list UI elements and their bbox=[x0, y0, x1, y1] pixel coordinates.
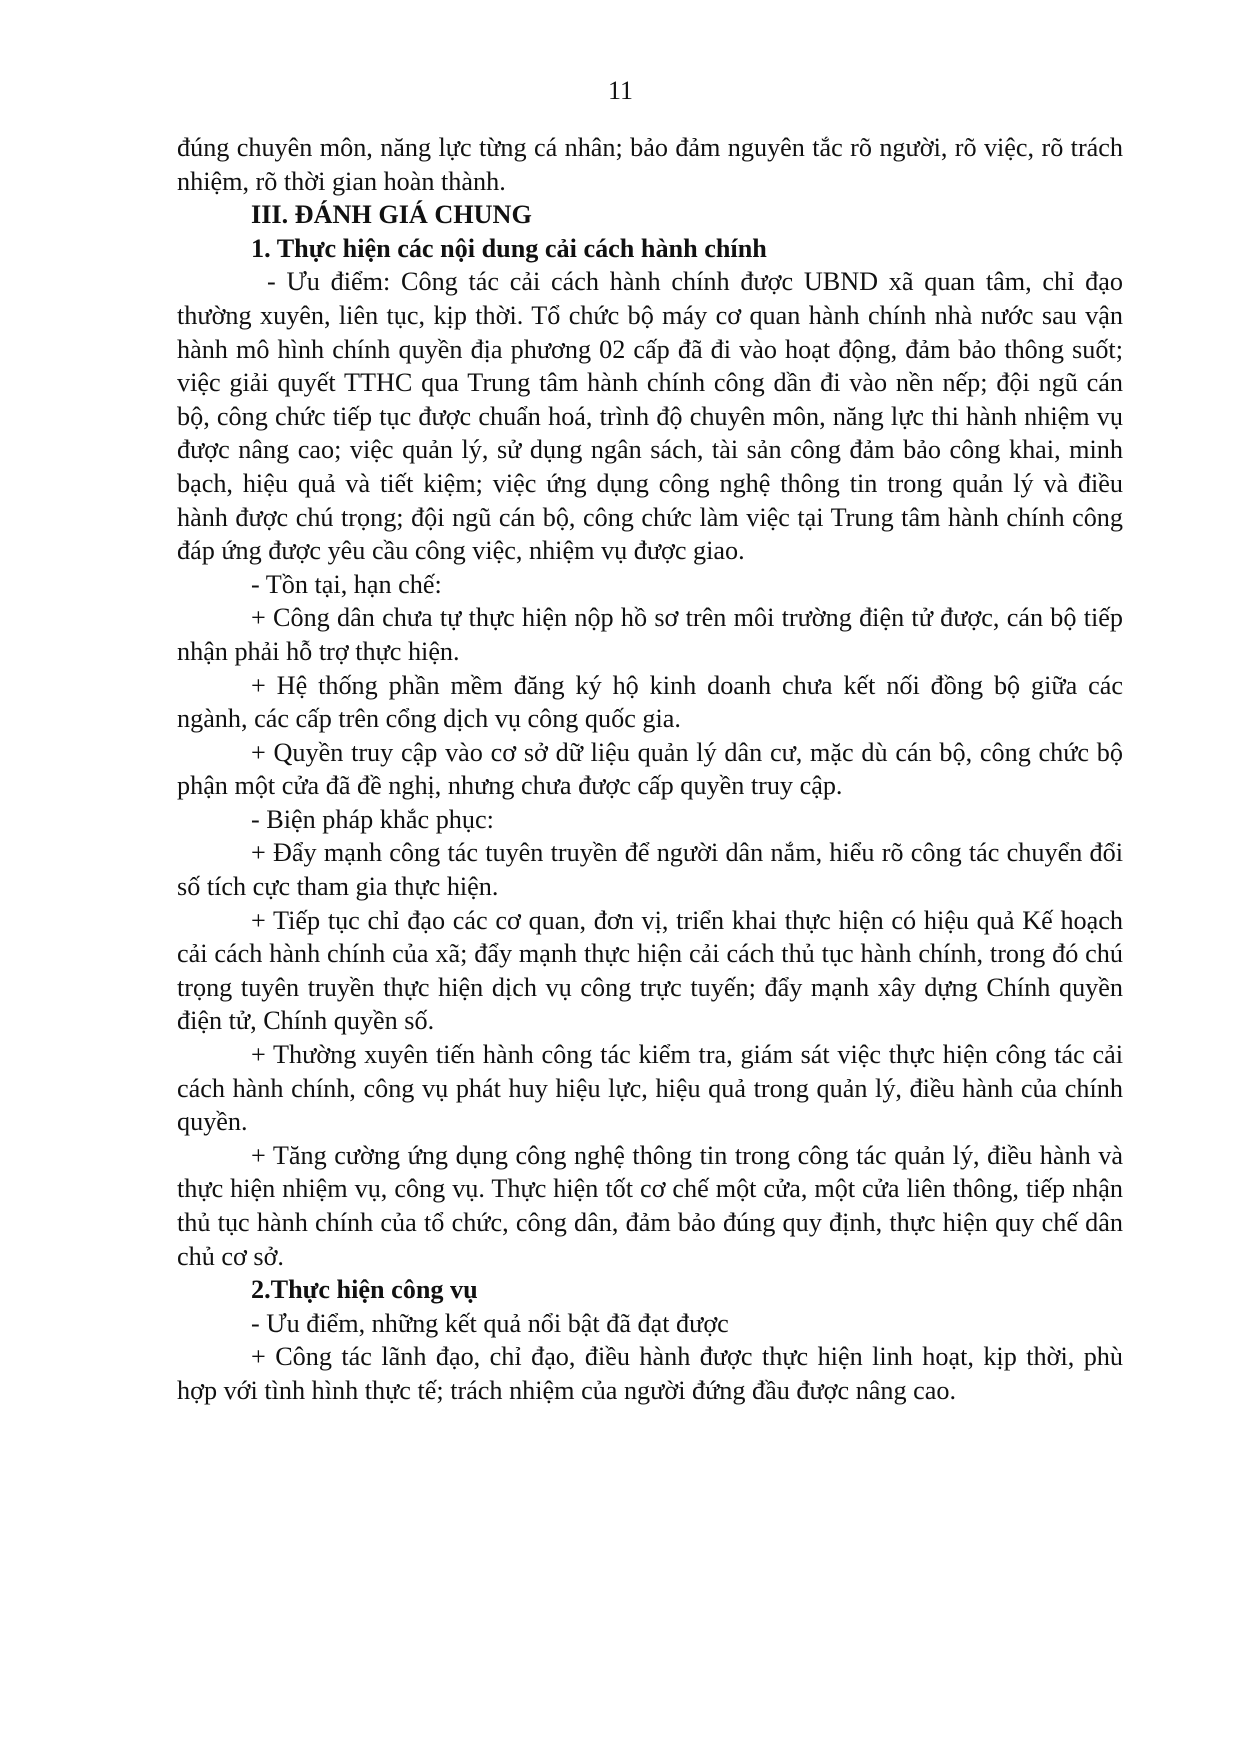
paragraph-achievements-label: - Ưu điểm, những kết quả nổi bật đã đạt được bbox=[251, 1308, 729, 1338]
paragraph-advantages: - Ưu điểm: Công tác cải cách hành chính được UBND xã quan tâm, chỉ đạo thường xuyên, liên tục, kịp thời. Tổ chức bộ máy cơ quan hành chính nhà nước sau vận hành mô hình chính quyền địa phương 02 cấp đã đi vào hoạt động, đảm bảo thông suốt; việc giải quyết TTHC qua Trung tâm hành chính công dần đi vào nền nếp; đội ngũ cán bộ, công chức tiếp tục được chuẩn hoá, trình độ chuyên môn, năng lực thi hành nhiệm vụ được nâng cao; việc quản lý, sử dụng ngân sách, tài sản công đảm bảo công khai, minh bạch, hiệu quả và tiết kiệm; việc ứng dụng công nghệ thông tin trong quản lý và điều hành được chú trọng; đội ngũ cán bộ, công chức làm việc tại Trung tâm hành chính công đáp ứng được yêu cầu công việc, nhiệm vụ được giao. bbox=[177, 267, 1123, 566]
list-item-achievement: + Công tác lãnh đạo, chỉ đạo, điều hành được thực hiện linh hoạt, kịp thời, phù hợp với tình hình thực tế; trách nhiệm của người đứng đầu được nâng cao. bbox=[177, 1342, 1123, 1405]
list-item-limitation: + Hệ thống phần mềm đăng ký hộ kinh doanh chưa kết nối đồng bộ giữa các ngành, các cấp trên cổng dịch vụ công quốc gia. bbox=[177, 670, 1123, 734]
paragraph-remedies-label: - Biện pháp khắc phục: bbox=[251, 804, 494, 834]
list-item-remedy: + Tăng cường ứng dụng công nghệ thông tin trong công tác quản lý, điều hành và thực hiện nhiệm vụ, công vụ. Thực hiện tốt cơ chế một cửa, một cửa liên thông, tiếp nhận thủ tục hành chính của tổ chức, công dân, đảm bảo đúng quy định, thực hiện quy chế dân chủ cơ sở. bbox=[177, 1140, 1123, 1271]
subsection-heading-1: 1. Thực hiện các nội dung cải cách hành chính bbox=[251, 233, 767, 263]
section-heading-iii: III. ĐÁNH GIÁ CHUNG bbox=[251, 200, 532, 230]
list-item-limitation: + Công dân chưa tự thực hiện nộp hồ sơ trên môi trường điện tử được, cán bộ tiếp nhận phải hỗ trợ thực hiện. bbox=[177, 603, 1123, 666]
page-number: 11 bbox=[607, 76, 634, 105]
paragraph-limitations-label: - Tồn tại, hạn chế: bbox=[251, 569, 442, 599]
list-item-remedy: + Đẩy mạnh công tác tuyên truyền để người dân nắm, hiểu rõ công tác chuyển đổi số tích cực tham gia thực hiện. bbox=[177, 838, 1123, 902]
document-body bbox=[177, 131, 1123, 1408]
subsection-heading-2: 2.Thực hiện công vụ bbox=[251, 1275, 478, 1305]
list-item-remedy: + Tiếp tục chỉ đạo các cơ quan, đơn vị, triển khai thực hiện có hiệu quả Kế hoạch cải cách hành chính của xã; đẩy mạnh thực hiện cải cách thủ tục hành chính, trong đó chú trọng tuyên truyền thực hiện dịch vụ công trực tuyến; đẩy mạnh xây dựng Chính quyền điện tử, Chính quyền số. bbox=[177, 905, 1123, 1036]
list-item-limitation: + Quyền truy cập vào cơ sở dữ liệu quản lý dân cư, mặc dù cán bộ, công chức bộ phận một cửa đã đề nghị, nhưng chưa được cấp quyền truy cập. bbox=[177, 737, 1123, 801]
paragraph-continuation: đúng chuyên môn, năng lực từng cá nhân; bảo đảm nguyên tắc rõ người, rõ việc, rõ trách nhiệm, rõ thời gian hoàn thành. bbox=[177, 133, 1123, 196]
list-item-remedy: + Thường xuyên tiến hành công tác kiểm tra, giám sát việc thực hiện công tác cải cách hành chính, công vụ phát huy hiệu lực, hiệu quả trong quản lý, điều hành của chính quyền. bbox=[177, 1040, 1123, 1137]
